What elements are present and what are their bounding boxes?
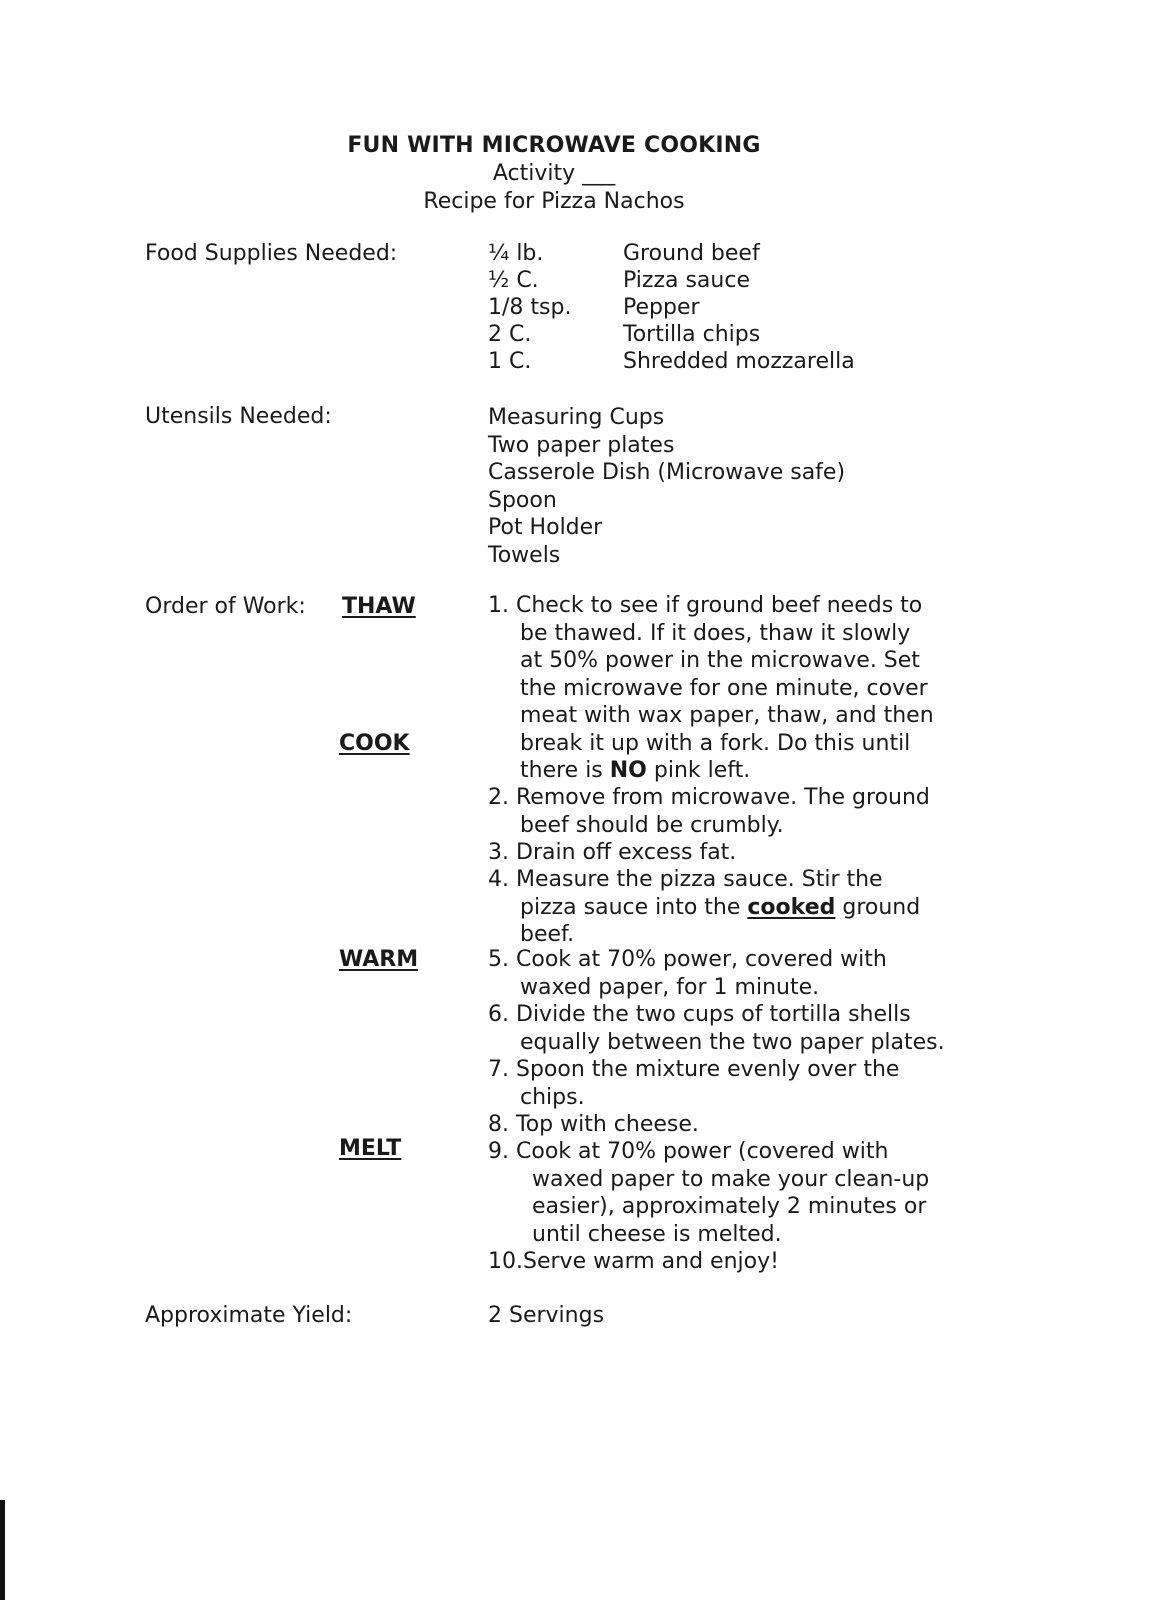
- supply-name: Ground beef: [623, 241, 760, 266]
- scan-edge-mark: [0, 1500, 5, 1600]
- step-number: 5.: [488, 947, 509, 972]
- utensils-label: Utensils Needed:: [145, 404, 332, 429]
- step-text: the microwave for one minute, cover: [520, 675, 928, 701]
- list-item: Spoon: [488, 487, 557, 513]
- stage-warm: WARM: [339, 947, 419, 972]
- step-number: 7.: [488, 1057, 509, 1082]
- step-number: 9.: [488, 1139, 509, 1164]
- supply-qty: 1 C.: [488, 349, 532, 374]
- step-text: meat with wax paper, thaw, and then: [520, 703, 934, 728]
- page-title: FUN WITH MICROWAVE COOKING: [347, 133, 761, 158]
- supply-name: Shredded mozzarella: [623, 349, 855, 374]
- step-text: [488, 757, 968, 785]
- step-text: chips.: [520, 1084, 585, 1110]
- step-number: 6.: [488, 1002, 509, 1027]
- step-number: 3.: [488, 840, 509, 865]
- recipe-subtitle: Recipe for Pizza Nachos: [423, 189, 685, 214]
- step-text-part: there is: [520, 758, 610, 783]
- yield-value: 2 Servings: [488, 1303, 605, 1328]
- step-9: [488, 1138, 968, 1248]
- step-text: be thawed. If it does, thaw it slowly: [520, 620, 911, 646]
- step-text-part: pizza sauce into the: [520, 894, 748, 920]
- step-text: until cheese is melted.: [532, 1221, 782, 1247]
- step-number: 8.: [488, 1112, 509, 1137]
- step-number: 2.: [488, 785, 509, 810]
- step-text: Top with cheese.: [516, 1112, 699, 1137]
- step-text: Check to see if ground beef needs to: [516, 593, 923, 618]
- order-of-work-label: Order of Work:: [145, 594, 306, 619]
- list-item: Pot Holder: [488, 515, 603, 540]
- step-text: Spoon the mixture evenly over the: [516, 1057, 900, 1082]
- stage-thaw: THAW: [342, 594, 416, 619]
- food-supplies-label: Food Supplies Needed:: [145, 241, 398, 266]
- step-5: [488, 946, 968, 1001]
- step-text: beef should be crumbly.: [520, 812, 784, 838]
- step-text: [488, 894, 968, 922]
- step-text-part: pink left.: [646, 758, 751, 783]
- step-text: Drain off excess fat.: [516, 840, 737, 865]
- step-text: waxed paper, for 1 minute.: [520, 974, 820, 1000]
- step-text: Remove from microwave. The ground: [516, 785, 930, 810]
- supply-qty: 1/8 tsp.: [488, 295, 572, 320]
- list-item: Two paper plates: [488, 432, 675, 458]
- step-text: beef.: [520, 922, 575, 947]
- step-2: [488, 784, 968, 839]
- step-3: [488, 839, 968, 867]
- list-item: Casserole Dish (Microwave safe): [488, 460, 846, 485]
- title-block: [0, 132, 1108, 216]
- step-number: 10.: [488, 1249, 523, 1274]
- list-item: Towels: [488, 542, 561, 568]
- supply-qty: ½ C.: [488, 268, 539, 293]
- step-text: easier), approximately 2 minutes or: [532, 1194, 927, 1219]
- supply-name: Pizza sauce: [623, 268, 750, 293]
- step-10: [488, 1248, 968, 1276]
- supply-qty: 2 C.: [488, 322, 532, 347]
- stage-melt: MELT: [339, 1136, 402, 1161]
- activity-line: Activity ___: [492, 161, 616, 186]
- stage-cook: COOK: [339, 731, 410, 756]
- step-4: [488, 866, 968, 949]
- step-text: waxed paper to make your clean-up: [532, 1166, 930, 1192]
- step-text: at 50% power in the microwave. Set: [520, 648, 920, 673]
- step-number: 1.: [488, 593, 509, 618]
- supply-name: Pepper: [623, 295, 700, 320]
- step-text: Measure the pizza sauce. Stir the: [516, 867, 883, 892]
- emphasis-cooked: cooked: [747, 894, 836, 920]
- step-text-part: ground: [835, 894, 921, 920]
- step-text: equally between the two paper plates.: [520, 1029, 945, 1055]
- step-text: break it up with a fork. Do this until: [520, 730, 911, 756]
- list-item: Measuring Cups: [488, 405, 665, 430]
- step-6: [488, 1001, 978, 1056]
- step-text: Divide the two cups of tortilla shells: [516, 1002, 911, 1027]
- step-text: Serve warm and enjoy!: [523, 1249, 779, 1274]
- step-text: Cook at 70% power, covered with: [516, 947, 887, 972]
- step-text: Cook at 70% power (covered with: [516, 1139, 889, 1164]
- step-7: [488, 1056, 968, 1111]
- utensils-list: [488, 404, 845, 569]
- supply-qty: ¼ lb.: [488, 241, 544, 266]
- step-1: [488, 592, 968, 785]
- step-8: [488, 1111, 968, 1139]
- step-number: 4.: [488, 867, 509, 892]
- yield-label: Approximate Yield:: [145, 1303, 353, 1328]
- emphasis-no: NO: [609, 758, 647, 783]
- supply-name: Tortilla chips: [623, 322, 761, 347]
